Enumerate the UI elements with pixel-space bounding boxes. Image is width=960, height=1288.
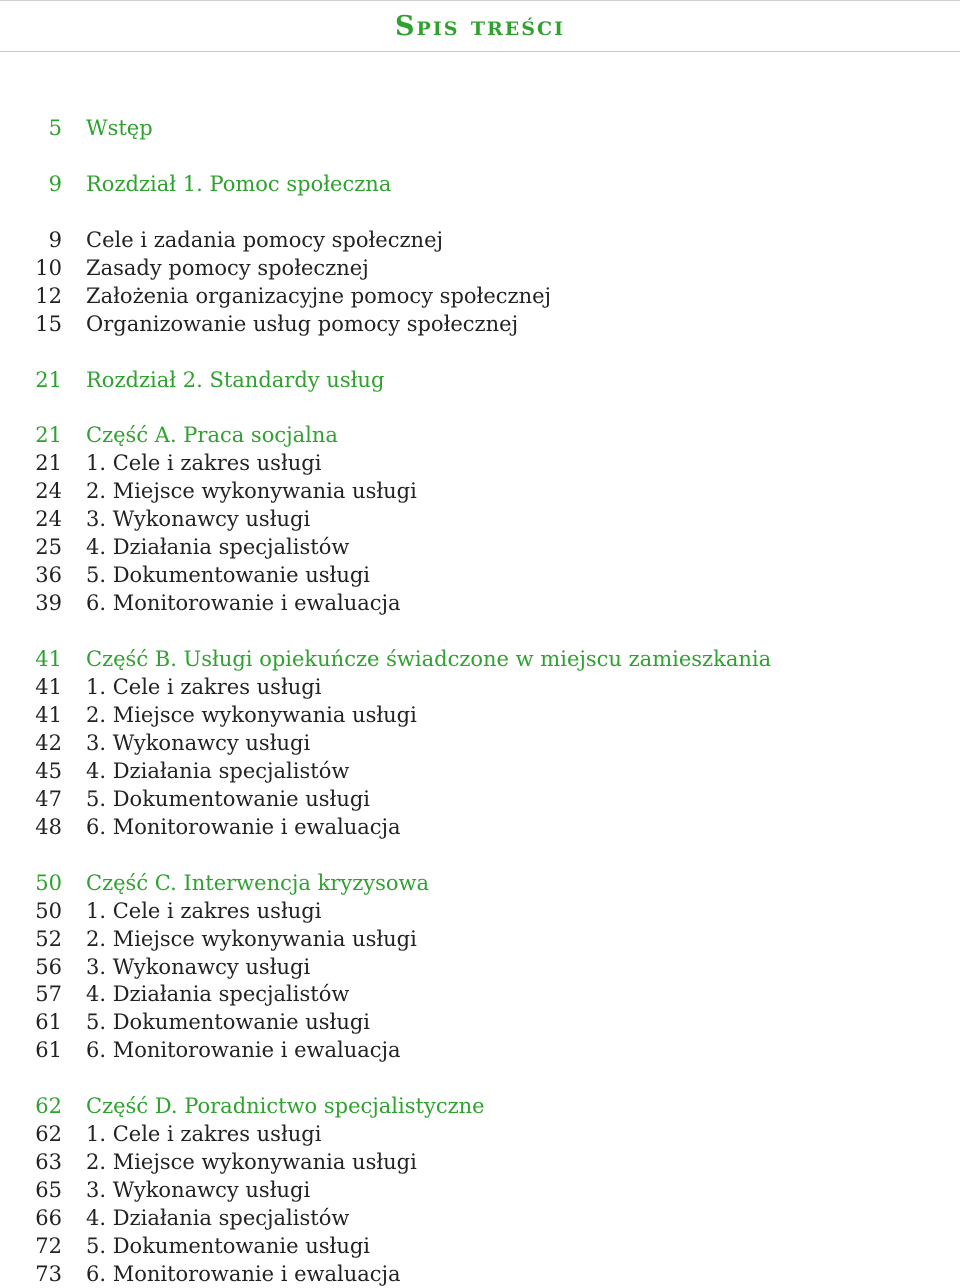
toc-page-number: 61 — [35, 1038, 62, 1063]
toc-entry-label: Część D. Poradnictwo specjalistyczne — [86, 1094, 485, 1119]
toc-entry-label: Część C. Interwencja kryzysowa — [86, 870, 430, 895]
toc-entry — [0, 925, 960, 953]
toc-page-number: 15 — [35, 311, 62, 336]
toc-page-number: 21 — [35, 367, 62, 392]
toc-entry — [0, 869, 960, 897]
toc-page-number: 62 — [35, 1122, 62, 1147]
toc-entry — [0, 366, 960, 394]
toc-entry — [0, 813, 960, 841]
toc-page-number: 47 — [35, 786, 62, 811]
toc-entry-label: Rozdział 1. Pomoc społeczna — [86, 171, 392, 196]
toc-entry — [0, 561, 960, 589]
toc-page-number: 56 — [35, 954, 62, 979]
toc-page-number: 73 — [35, 1261, 62, 1286]
toc-page-number: 24 — [35, 479, 62, 504]
toc-page-number: 50 — [35, 870, 62, 895]
toc-entry-label: 6. Monitorowanie i ewaluacja — [86, 1261, 401, 1286]
toc-entry — [0, 533, 960, 561]
toc-entry-label: 4. Działania specjalistów — [86, 1206, 350, 1231]
toc-entry-label: 2. Miejsce wykonywania usługi — [86, 1150, 417, 1175]
toc-page-number: 25 — [35, 535, 62, 560]
toc-entry — [0, 1120, 960, 1148]
toc-entry-label: 4. Działania specjalistów — [86, 535, 350, 560]
toc-entry-label: 5. Dokumentowanie usługi — [86, 1234, 371, 1258]
toc-entry-label: Wstęp — [86, 116, 153, 140]
toc-entry-label: 3. Wykonawcy usługi — [86, 507, 311, 532]
toc-entry — [0, 980, 960, 1008]
toc-entry — [0, 673, 960, 701]
toc-entry-label: 3. Wykonawcy usługi — [86, 730, 311, 755]
toc-page-number: 50 — [35, 898, 62, 923]
toc-entry-label: 1. Cele i zakres usługi — [86, 898, 322, 923]
toc-entry — [0, 282, 960, 310]
toc-entry-label: Rozdział 2. Standardy usług — [86, 367, 385, 392]
toc-entry — [0, 1148, 960, 1176]
toc-page-number: 45 — [35, 758, 62, 783]
toc-entry — [0, 1092, 960, 1120]
toc-page-number: 57 — [35, 982, 62, 1007]
toc-entry-label: 4. Działania specjalistów — [86, 758, 350, 783]
toc-page-number: 42 — [35, 730, 62, 755]
toc-entry-label: Zasady pomocy społecznej — [86, 255, 369, 280]
toc-entry — [0, 310, 960, 338]
toc-entry-label: 6. Monitorowanie i ewaluacja — [86, 814, 401, 839]
toc-entry — [0, 449, 960, 477]
toc-page-number: 72 — [35, 1234, 62, 1258]
toc-entry-label: 2. Miejsce wykonywania usługi — [86, 926, 417, 951]
toc-entry-label: 5. Dokumentowanie usługi — [86, 1010, 371, 1035]
toc-page-number: 62 — [35, 1094, 62, 1119]
toc-page-number: 36 — [35, 563, 62, 588]
toc-entry — [0, 170, 960, 198]
toc-page-number: 52 — [35, 926, 62, 951]
toc-entry-label: 5. Dokumentowanie usługi — [86, 563, 371, 588]
toc-page-number: 12 — [35, 283, 62, 308]
toc-entry — [0, 701, 960, 729]
toc-page-number: 41 — [35, 675, 62, 699]
toc-entry — [0, 421, 960, 449]
toc-page-number: 21 — [35, 451, 62, 476]
toc-entry — [0, 897, 960, 925]
toc-entry — [0, 226, 960, 254]
toc-page-number: 63 — [35, 1150, 62, 1175]
toc-entry-label: Część B. Usługi opiekuńcze świadczone w miejscu zamieszkania — [86, 647, 772, 672]
toc-entry — [0, 1176, 960, 1204]
toc-entry-label: 1. Cele i zakres usługi — [86, 675, 322, 699]
toc-entry — [0, 1204, 960, 1232]
toc-entry — [0, 477, 960, 505]
page-title: Spis treści — [395, 11, 565, 42]
toc-entry — [0, 645, 960, 673]
toc-entry-label: 5. Dokumentowanie usługi — [86, 786, 371, 811]
toc-entry-label: Część A. Praca socjalna — [86, 423, 338, 448]
toc-entry — [0, 1232, 960, 1260]
toc-entry — [0, 953, 960, 981]
toc-entry-label: 4. Działania specjalistów — [86, 982, 350, 1007]
toc-entry-label: 1. Cele i zakres usługi — [86, 451, 322, 476]
toc-entry-label: 2. Miejsce wykonywania usługi — [86, 479, 417, 504]
toc-entry-label: 3. Wykonawcy usługi — [86, 1178, 311, 1203]
toc-entry-label: 6. Monitorowanie i ewaluacja — [86, 591, 401, 616]
toc-page-number: 24 — [35, 507, 62, 532]
toc-entry — [0, 757, 960, 785]
toc-entry — [0, 114, 960, 142]
toc-entry — [0, 1008, 960, 1036]
toc-page-number: 21 — [35, 423, 62, 448]
toc-entry — [0, 254, 960, 282]
toc-page-number: 41 — [35, 647, 62, 672]
toc-entry-label: 6. Monitorowanie i ewaluacja — [86, 1038, 401, 1063]
toc-entry — [0, 1036, 960, 1064]
toc-page-number: 5 — [48, 116, 62, 140]
toc-page-number: 65 — [35, 1178, 62, 1203]
toc-page-number: 9 — [48, 171, 62, 196]
toc-entry-label: 1. Cele i zakres usługi — [86, 1122, 322, 1147]
toc-entry-label: Założenia organizacyjne pomocy społecznej — [86, 283, 552, 308]
toc-page-number: 66 — [35, 1206, 62, 1231]
toc-entry — [0, 729, 960, 757]
toc-entry — [0, 505, 960, 533]
toc-page-number: 39 — [35, 591, 62, 616]
toc-entry-label: Organizowanie usług pomocy społecznej — [86, 311, 519, 336]
toc-entry — [0, 589, 960, 617]
toc-entry-label: Cele i zadania pomocy społecznej — [86, 227, 444, 252]
toc-entry-label: 3. Wykonawcy usługi — [86, 954, 311, 979]
toc-page-number: 41 — [35, 702, 62, 727]
toc-page-number: 61 — [35, 1010, 62, 1035]
toc-page-number: 9 — [48, 227, 62, 252]
toc-page-number: 10 — [35, 255, 62, 280]
toc-entry-label: 2. Miejsce wykonywania usługi — [86, 702, 417, 727]
toc-page-number: 48 — [35, 814, 62, 839]
toc-entry — [0, 1260, 960, 1288]
toc-entry — [0, 785, 960, 813]
